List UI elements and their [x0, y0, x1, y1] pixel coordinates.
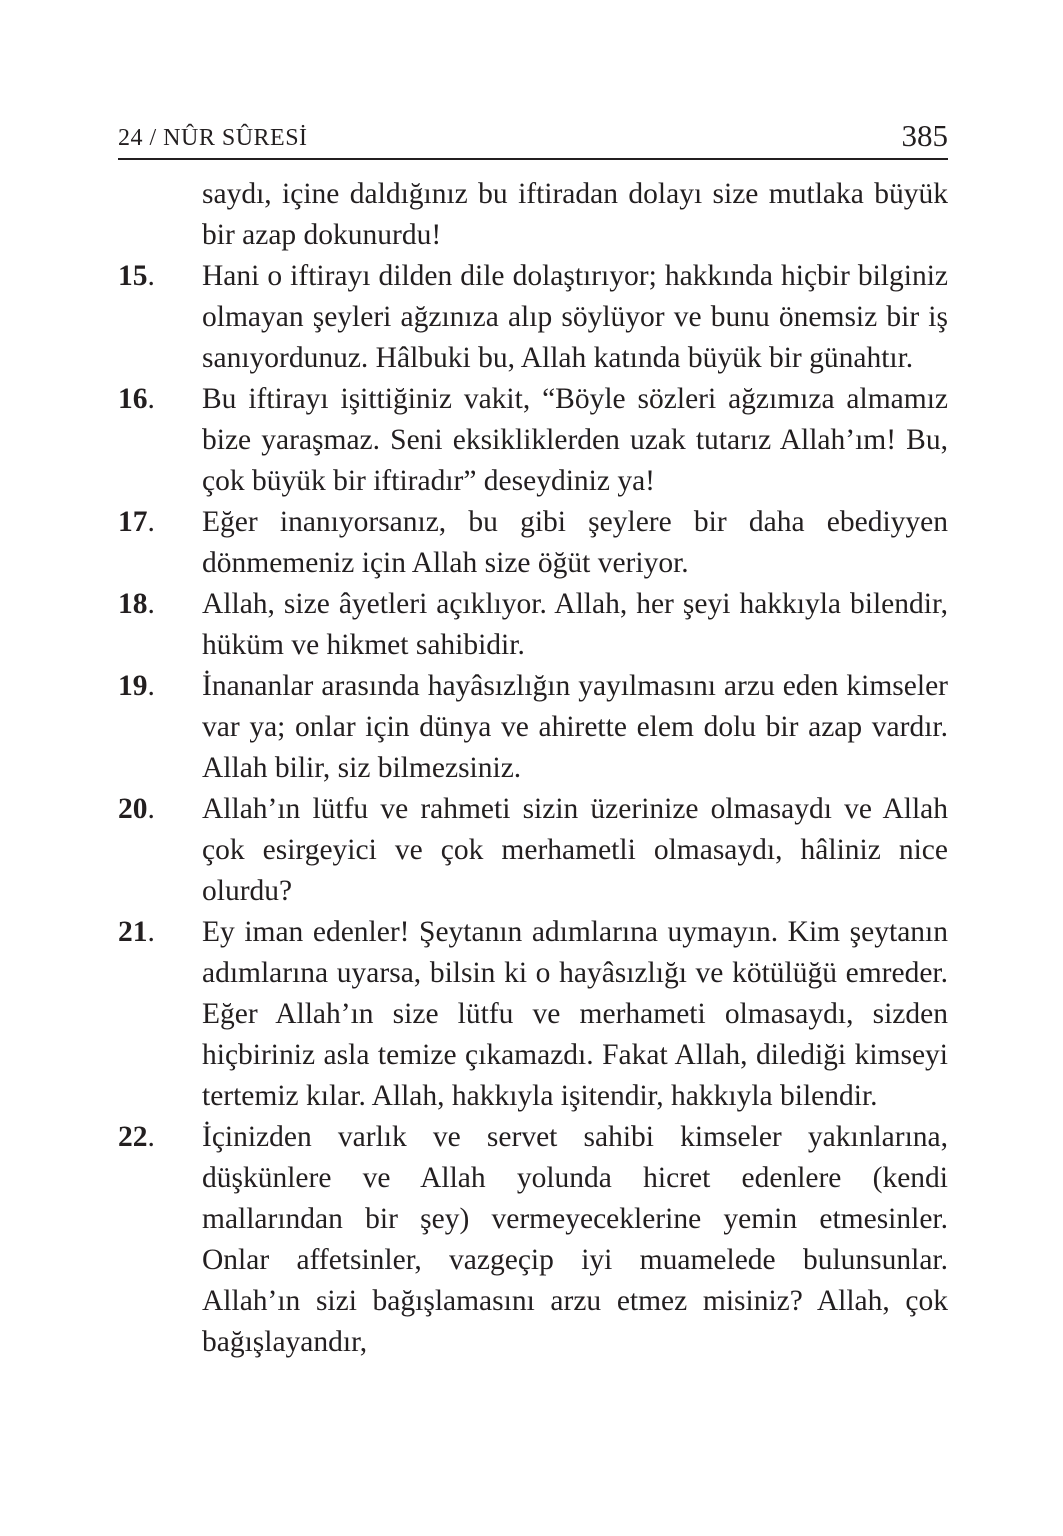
continuation-text: saydı, içine daldığınız bu iftiradan dolayı size mutlaka büyük bir azap dokunurdu! [202, 178, 948, 251]
running-header [118, 112, 948, 160]
chapter-title: 24 / NÛR SÛRESİ [118, 125, 308, 151]
verse-18: 18. Allah, size âyetleri açıklıyor. Allah, her şeyi hakkıyla bilendir, hüküm ve hikmet sahibidir. [118, 584, 948, 666]
verse-number: 16 [118, 383, 148, 415]
verse-20: 20. Allah’ın lütfu ve rahmeti sizin üzerinize olmasaydı ve Allah çok esirgeyici ve çok merhametli olmasaydı, hâliniz nice olurdu? [118, 789, 948, 912]
page-number: 385 [901, 118, 948, 153]
verse-15: 15. Hani o iftirayı dilden dile dolaştırıyor; hakkında hiçbir bilginiz olmayan şeyleri ağzınıza alıp söylüyor ve bunu önemsiz bir iş sanıyordunuz. Hâlbuki bu, Allah katında büyük bir günahtır. [118, 256, 948, 379]
verse-text: Allah, size âyetleri açıklıyor. Allah, her şeyi hakkıyla bilendir, hüküm ve hikmet sahibidir. [202, 588, 948, 661]
verse-number: 15 [118, 260, 148, 292]
verse-text: Eğer inanıyorsanız, bu gibi şeylere bir daha ebediyyen dönmemeniz için Allah size öğüt veriyor. [202, 506, 948, 579]
verse-22: 22. İçinizden varlık ve servet sahibi kimseler yakınlarına, düşkünlere ve Allah yolunda hicret edenlere (kendi mallarından bir şey) vermeyeceklerine yemin etmesinler. Onlar affetsinler, vazgeçip iyi muamelede bulunsunlar. Allah’ın sizi bağışlamasını arzu etmez misiniz? Allah, çok bağışlayandır, [118, 1117, 948, 1363]
verse-number: 17 [118, 506, 148, 538]
continuation-paragraph [118, 174, 948, 256]
verse-number: 18 [118, 588, 148, 620]
verse-number: 19 [118, 670, 148, 702]
verse-number: 22 [118, 1121, 148, 1153]
verse-number: 20 [118, 793, 148, 825]
verse-text: Hani o iftirayı dilden dile dolaştırıyor; hakkında hiçbir bilginiz olmayan şeyleri ağzınıza alıp söylüyor ve bunu önemsiz bir iş sanıyordunuz. Hâlbuki bu, Allah katında büyük bir günahtır. [202, 260, 948, 374]
verse-16: 16. Bu iftirayı işittiğiniz vakit, “Böyle sözleri ağzımıza almamız bize yaraşmaz. Seni eksikliklerden uzak tutarız Allah’ım! Bu, çok büyük bir iftiradır” deseydiniz ya! [118, 379, 948, 502]
verse-text: İnananlar arasında hayâsızlığın yayılmasını arzu eden kimseler var ya; onlar için dünya ve ahirette elem dolu bir azap vardır. Allah bilir, siz bilmezsiniz. [202, 670, 948, 784]
page [118, 112, 948, 1363]
verse-list [118, 174, 948, 1363]
verse-17: 17. Eğer inanıyorsanız, bu gibi şeylere bir daha ebediyyen dönmemeniz için Allah size öğüt veriyor. [118, 502, 948, 584]
verse-number: 21 [118, 916, 148, 948]
verse-21: 21. Ey iman edenler! Şeytanın adımlarına uymayın. Kim şeytanın adımlarına uyarsa, bilsin ki o hayâsızlığı ve kötülüğü emreder. Eğer Allah’ın size lütfu ve merhameti olmasaydı, sizden hiçbiriniz asla temize çıkamazdı. Fakat Allah, dilediği kimseyi tertemiz kılar. Allah, hakkıyla işitendir, hakkıyla bilendir. [118, 912, 948, 1117]
verse-text: Allah’ın lütfu ve rahmeti sizin üzerinize olmasaydı ve Allah çok esirgeyici ve çok merhametli olmasaydı, hâliniz nice olurdu? [202, 793, 948, 907]
verse-text: Ey iman edenler! Şeytanın adımlarına uymayın. Kim şeytanın adımlarına uyarsa, bilsin ki o hayâsızlığı ve kötülüğü emreder. Eğer Allah’ın size lütfu ve merhameti olmasaydı, sizden hiçbiriniz asla temize çıkamazdı. Fakat Allah, dilediği kimseyi tertemiz kılar. Allah, hakkıyla işitendir, hakkıyla bilendir. [202, 916, 948, 1112]
verse-text: Bu iftirayı işittiğiniz vakit, “Böyle sözleri ağzımıza almamız bize yaraşmaz. Seni eksikliklerden uzak tutarız Allah’ım! Bu, çok büyük bir iftiradır” deseydiniz ya! [202, 383, 948, 497]
verse-19: 19. İnananlar arasında hayâsızlığın yayılmasını arzu eden kimseler var ya; onlar için dünya ve ahirette elem dolu bir azap vardır. Allah bilir, siz bilmezsiniz. [118, 666, 948, 789]
verse-text: İçinizden varlık ve servet sahibi kimseler yakınlarına, düşkünlere ve Allah yolunda hicret edenlere (kendi mallarından bir şey) vermeyeceklerine yemin etmesinler. Onlar affetsinler, vazgeçip iyi muamelede bulunsunlar. Allah’ın sizi bağışlamasını arzu etmez misiniz? Allah, çok bağışlayandır, [202, 1121, 948, 1358]
